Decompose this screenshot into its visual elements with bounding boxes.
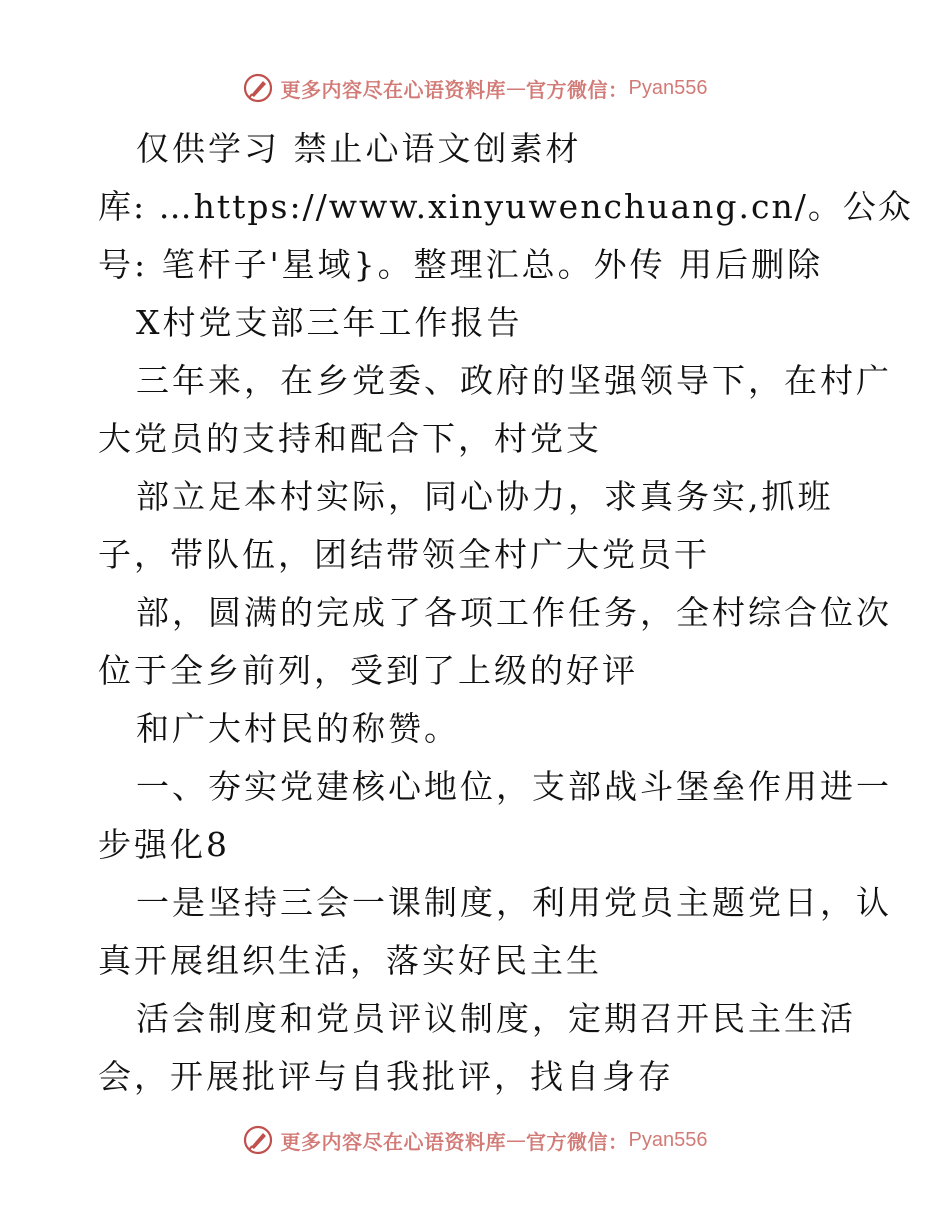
document-title: X村党支部三年工作报告 [136, 303, 523, 342]
contact-label: 官方微信： [526, 77, 629, 102]
watermark-separator: — [506, 1128, 527, 1152]
text-line-10: 位于全乡前列，受到了上级的好评 [98, 651, 638, 690]
footer-watermark [0, 1120, 950, 1160]
watermark-text: 更多内容尽在心语资料库 [280, 1129, 507, 1154]
text-line-1: 仅供学习 禁止心语文创素材 [136, 129, 582, 168]
text-line-9: 部，圆满的完成了各项工作任务，全村综合位次 [136, 593, 892, 632]
section-heading-1-cont: 步强化8 [98, 825, 230, 864]
header-watermark [0, 68, 950, 108]
document-body [98, 120, 913, 1106]
watermark-text: 更多内容尽在心语资料库 [280, 77, 507, 102]
text-line-6: 大党员的支持和配合下，村党支 [98, 419, 602, 458]
contact-id: Pyan556 [628, 76, 708, 99]
contact-label: 官方微信： [526, 1129, 629, 1154]
text-line-8: 子，带队伍，团结带领全村广大党员干 [98, 535, 710, 574]
text-line-16: 活会制度和党员评议制度，定期召开民主生活 [136, 999, 856, 1038]
text-line-15: 真开展组织生活，落实好民主生 [98, 941, 602, 980]
section-heading-1: 一、夯实党建核心地位，支部战斗堡垒作用进一 [136, 767, 892, 806]
text-line-7: 部立足本村实际，同心协力，求真务实,抓班 [136, 477, 834, 516]
text-line-5: 三年来，在乡党委、政府的坚强领导下，在村广 [136, 361, 892, 400]
quill-logo-icon [243, 73, 273, 103]
text-line-11: 和广大村民的称赞。 [136, 709, 460, 748]
text-line-17: 会，开展批评与自我批评，找自身存 [98, 1057, 674, 1096]
text-line-2: 库: …https://www.xinyuwenchuang.cn/。公众 [98, 187, 913, 226]
quill-logo-icon [243, 1125, 273, 1155]
watermark-separator: — [506, 76, 527, 100]
text-line-3: 号: 笔杆子'星域}。整理汇总。外传 用后删除 [98, 245, 824, 284]
contact-id: Pyan556 [628, 1128, 708, 1151]
text-line-14: 一是坚持三会一课制度，利用党员主题党日，认 [136, 883, 892, 922]
